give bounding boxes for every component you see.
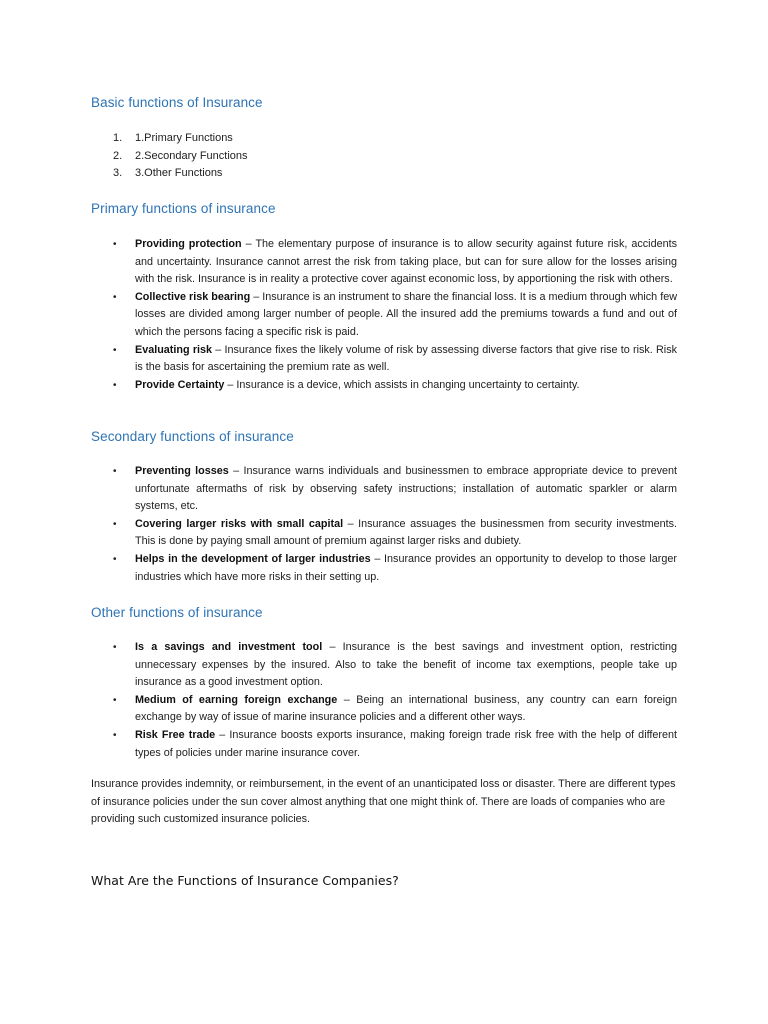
item-description: – Being an international business, any country can earn foreign exchange by way of issue of marine insurance policies and a different other ways. bbox=[135, 693, 677, 724]
item-description: – Insurance is the best savings and investment option, restricting unnecessary expenses by the insured. Also to take the benefit of income tax exemptions, people take up insurance as a good investment option. bbox=[135, 641, 677, 689]
list-item bbox=[91, 463, 677, 516]
list-item bbox=[91, 516, 677, 551]
item-description: – Insurance assuages the businessmen from security investments. This is done by paying small amount of premium against larger risks and dubiety. bbox=[135, 517, 677, 548]
item-description: – Insurance provides an opportunity to develop to those larger industries which have more risks in their setting up. bbox=[135, 552, 677, 583]
list-item bbox=[91, 692, 677, 727]
list-item-text: 1.Primary Functions bbox=[135, 132, 233, 144]
heading-insurance-companies: What Are the Functions of Insurance Companies? bbox=[91, 873, 399, 888]
item-description: – Insurance boosts exports insurance, making foreign trade risk free with the help of different types of policies under marine insurance cover. bbox=[135, 728, 678, 759]
list-item-text: 3.Other Functions bbox=[135, 167, 223, 179]
bullet-icon: • bbox=[113, 379, 117, 391]
list-number: 1. bbox=[113, 132, 123, 144]
item-description: – Insurance is an instrument to share the financial loss. It is a medium through which few losses are divided among larger number of people. All the insured add the premiums towards a fund and out of which the persons facing a specific risk is paid. bbox=[135, 290, 677, 338]
bullet-icon: • bbox=[113, 466, 117, 477]
item-term: Evaluating risk bbox=[135, 343, 213, 356]
heading-primary-functions: Primary functions of insurance bbox=[91, 201, 276, 216]
list-number: 2. bbox=[113, 149, 123, 162]
secondary-functions-list bbox=[91, 463, 677, 586]
item-term: Preventing losses bbox=[135, 465, 229, 477]
bullet-icon: • bbox=[113, 642, 117, 653]
item-term: Is a savings and investment tool bbox=[135, 641, 323, 653]
list-number: 3. bbox=[113, 167, 123, 179]
item-description: – Insurance is a device, which assists in changing uncertainty to certainty. bbox=[224, 378, 580, 391]
other-functions-list bbox=[91, 639, 677, 762]
summary-paragraph: Insurance provides indemnity, or reimbursement, in the event of an unanticipated loss or disaster. There are different types of insurance policies under the sun cover almost anything that one might think of. There are loads of companies who are providing such customized insurance policies. bbox=[91, 778, 676, 825]
item-term: Helps in the development of larger industries bbox=[135, 552, 371, 565]
list-item bbox=[91, 377, 677, 395]
bullet-icon: • bbox=[113, 239, 117, 250]
bullet-icon: • bbox=[113, 518, 117, 530]
item-description: – Insurance warns individuals and businessmen to embrace appropriate device to prevent unfortunate aftermaths of risk by observing safety instructions; installation of automatic sparkler or alarm systems, etc. bbox=[135, 465, 677, 513]
bullet-icon: • bbox=[113, 291, 117, 303]
list-item bbox=[91, 342, 677, 377]
list-item bbox=[91, 289, 677, 342]
heading-basic-functions: Basic functions of Insurance bbox=[91, 95, 263, 110]
list-item bbox=[91, 165, 248, 183]
item-description: – The elementary purpose of insurance is to allow security against future risk, accidents and uncertainty. Insurance cannot arrest the risk from taking place, but can for sure allow for the losses arising with the risk. Insurance is in reality a protective cover against economic loss, by apportioning the risk with others. bbox=[135, 238, 677, 286]
bullet-icon: • bbox=[113, 553, 117, 565]
list-item bbox=[91, 130, 248, 148]
list-item bbox=[91, 639, 677, 692]
item-description: – Insurance fixes the likely volume of risk by assessing diverse factors that give rise to risk. Risk is the basis for ascertaining the premium rate as well. bbox=[135, 343, 677, 374]
item-term: Covering larger risks with small capital bbox=[135, 517, 344, 530]
bullet-icon: • bbox=[113, 729, 117, 741]
list-item-text: 2.Secondary Functions bbox=[135, 149, 248, 162]
list-item bbox=[91, 727, 677, 762]
list-item bbox=[91, 148, 248, 166]
primary-functions-list bbox=[91, 236, 677, 394]
item-term: Risk Free trade bbox=[135, 728, 216, 741]
heading-other-functions: Other functions of insurance bbox=[91, 605, 263, 620]
list-item bbox=[91, 236, 677, 289]
bullet-icon: • bbox=[113, 694, 117, 706]
item-term: Providing protection bbox=[135, 238, 242, 250]
item-term: Provide Certainty bbox=[135, 378, 225, 391]
bullet-icon: • bbox=[113, 344, 117, 356]
heading-secondary-functions: Secondary functions of insurance bbox=[91, 429, 294, 444]
list-item bbox=[91, 551, 677, 586]
item-term: Collective risk bearing bbox=[135, 290, 251, 303]
item-term: Medium of earning foreign exchange bbox=[135, 693, 338, 706]
basic-functions-list bbox=[91, 130, 248, 183]
